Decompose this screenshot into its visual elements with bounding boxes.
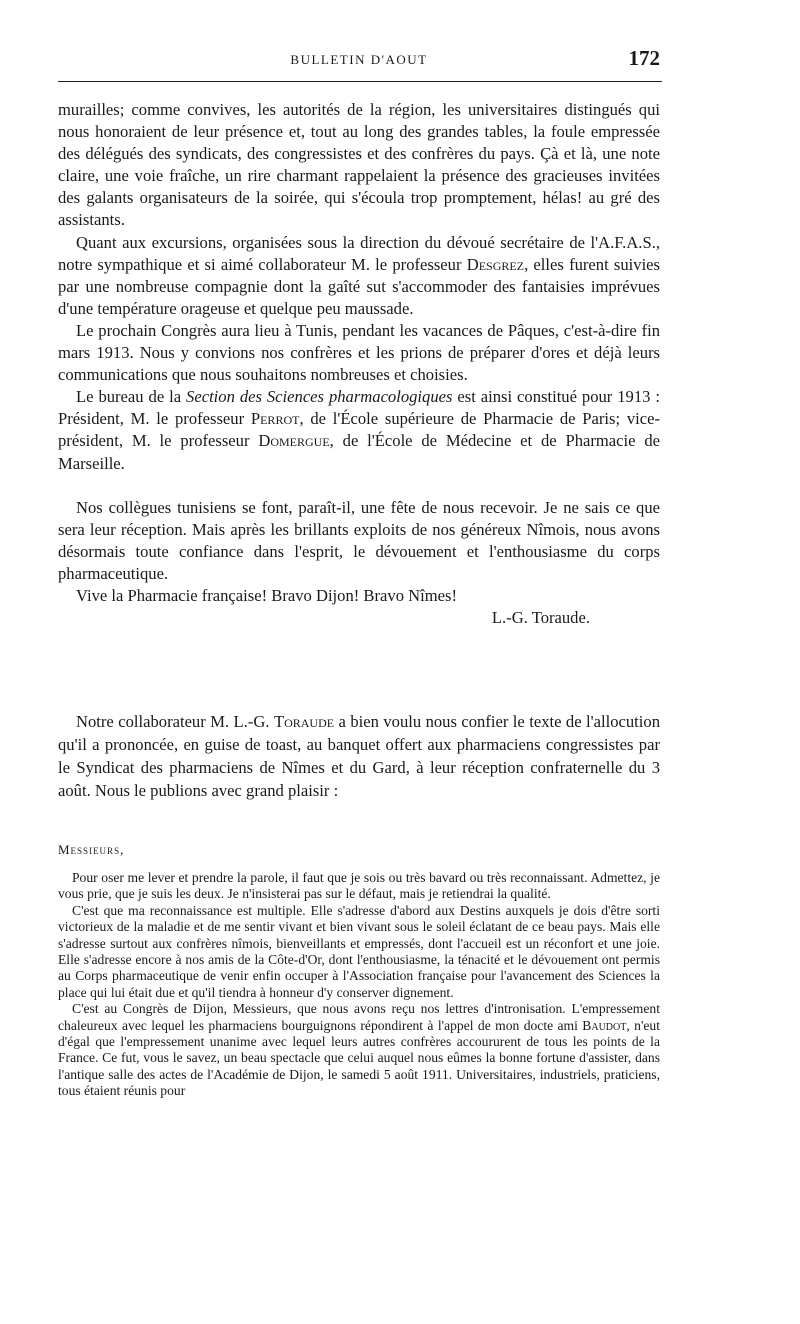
speech-paragraph: C'est que ma reconnaissance est multiple. Elle s'adresse d'abord aux Destins auxquels je dois d'être sorti victorieux de la maladie et de me sentir vivant et bien vivant sous le soleil éclatant de ce beau pays. Mais elle s'adresse surtout aux confrères nîmois, bienveillants et empressés, dont l'accueil est un réconfort et une joie. Elle s'adresse encore à nos amis de la Côte-d'Or, dont l'enthousiasme, la ténacité et le dévouement ont permis au Corps pharmaceutique de venir enfin occuper à l'Association française pour l'avancement des Sciences la place qui lui était due et qu'il tiendra à honneur d'y conserver dignement. — [58, 902, 660, 1000]
text: Quant aux excursions, organisées sous la direction du dévoué secrétaire de l'A.F.A.S., notre sympathique et si aimé collaborateur M. le professeur — [58, 232, 660, 274]
text: , elles furent suivies par une nombreuse compagnie dont la gaîté sut s'accommoder des fantaisies imprévues d'une température orageuse et quelque peu maussade. — [58, 254, 661, 318]
speech-salutation: Messieurs, — [58, 842, 125, 857]
article-body — [58, 99, 660, 629]
text: Le bureau de la — [76, 387, 187, 407]
person-name: Perrot — [250, 409, 300, 429]
text: a bien voulu nous confier le texte de l'allocution qu'il a prononcée, en guise de toast, au banquet offert aux pharmaciens congressistes par le Syndicat des pharmaciens de Nîmes et du Gard, à leur réception confraternelle du 3 août. Nous le publions avec grand plaisir : — [58, 712, 660, 800]
page-header — [58, 46, 660, 76]
text: est ainsi constitué pour 1913 : Président, M. le professeur — [58, 387, 660, 429]
text: , de l'École de Médecine et de Pharmacie de Marseille. — [58, 431, 661, 473]
paragraph-banquet: murailles; comme convives, les autorités de la région, les universitaires distingués qui nous honoraient de leur présence et, tout au long des grandes tables, la foule empressée des délégués des syndicats, des congressistes et des confrères du pays. Çà et là, une note claire, une voie fraîche, un rire charmant rappelaient la présence des gracieuses invitées des galants organisateurs de la soirée, qui s'écoula trop promptement, hélas! au gré des assistants. — [58, 100, 660, 230]
paragraph-cheers: Vive la Pharmacie française! Bravo Dijon! Bravo Nîmes! — [76, 585, 457, 605]
page-number: 172 — [628, 46, 660, 70]
spacer — [58, 475, 660, 497]
text: , de l'École supérieure de Pharmacie de Paris; vice-président, M. le professeur — [58, 409, 660, 451]
paragraph-bureau — [58, 386, 660, 474]
paragraph-excursions — [58, 232, 660, 320]
running-head: BULLETIN D'AOUT — [290, 52, 428, 67]
person-name: Toraude — [273, 712, 335, 731]
paragraph-next-congress: Le prochain Congrès aura lieu à Tunis, pendant les vacances de Pâques, c'est-à-dire fin mars 1913. Nous y convions nos confrères et les prions de préparer d'ores et déjà leurs communications que nous souhaitons nombreuses et choisies. — [58, 320, 660, 385]
editorial-intro — [58, 710, 660, 802]
intro-paragraph — [58, 710, 660, 802]
signature: L.-G. Toraude. — [491, 608, 590, 628]
section-title: Section des Sciences pharmacologiques — [186, 387, 453, 407]
speech-paragraph: Pour oser me lever et prendre la parole, il faut que je sois ou très bavard ou très reconnaissant. Admettez, je vous prie, que je suis les deux. Je n'insisterai pas sur le défaut, mais je retiendrai la qualité. — [58, 870, 660, 902]
paragraph-tunisians: Nos collègues tunisiens se font, paraît-il, une fête de nous recevoir. Je ne sais ce que sera leur réception. Mais après les brillants exploits de nos généreux Nîmois, nous avons désormais toute confiance dans l'esprit, le dévouement et l'enthousiasme du corps pharmaceutique. — [58, 497, 660, 583]
text: , n'eut d'égal que l'empressement unanime avec lequel leurs autres confrères accoururent de tous les points de la France. Ce fut, vous le savez, un beau spectacle que celui auquel nous eûmes la bonne fortune d'assister, dans l'antique salle des actes de l'Académie de Dijon, le samedi 5 août 1911. Universitaires, industriels, praticiens, tous étaient réunis pour — [58, 1017, 661, 1099]
speech-paragraph — [58, 1001, 660, 1099]
text: Notre collaborateur M. L.-G. — [76, 712, 274, 731]
person-name: Domergue — [258, 431, 330, 451]
person-name: Baudot — [582, 1017, 627, 1033]
speech-text — [58, 870, 660, 1100]
text: C'est au Congrès de Dijon, Messieurs, que nous avons reçu nos lettres d'intronisation. L'empressement chaleureux avec lequel les pharmaciens bourguignons répondirent à l'appel de mon docte ami — [58, 1001, 660, 1033]
person-name: Desgrez — [466, 254, 525, 274]
header-rule — [58, 81, 662, 82]
